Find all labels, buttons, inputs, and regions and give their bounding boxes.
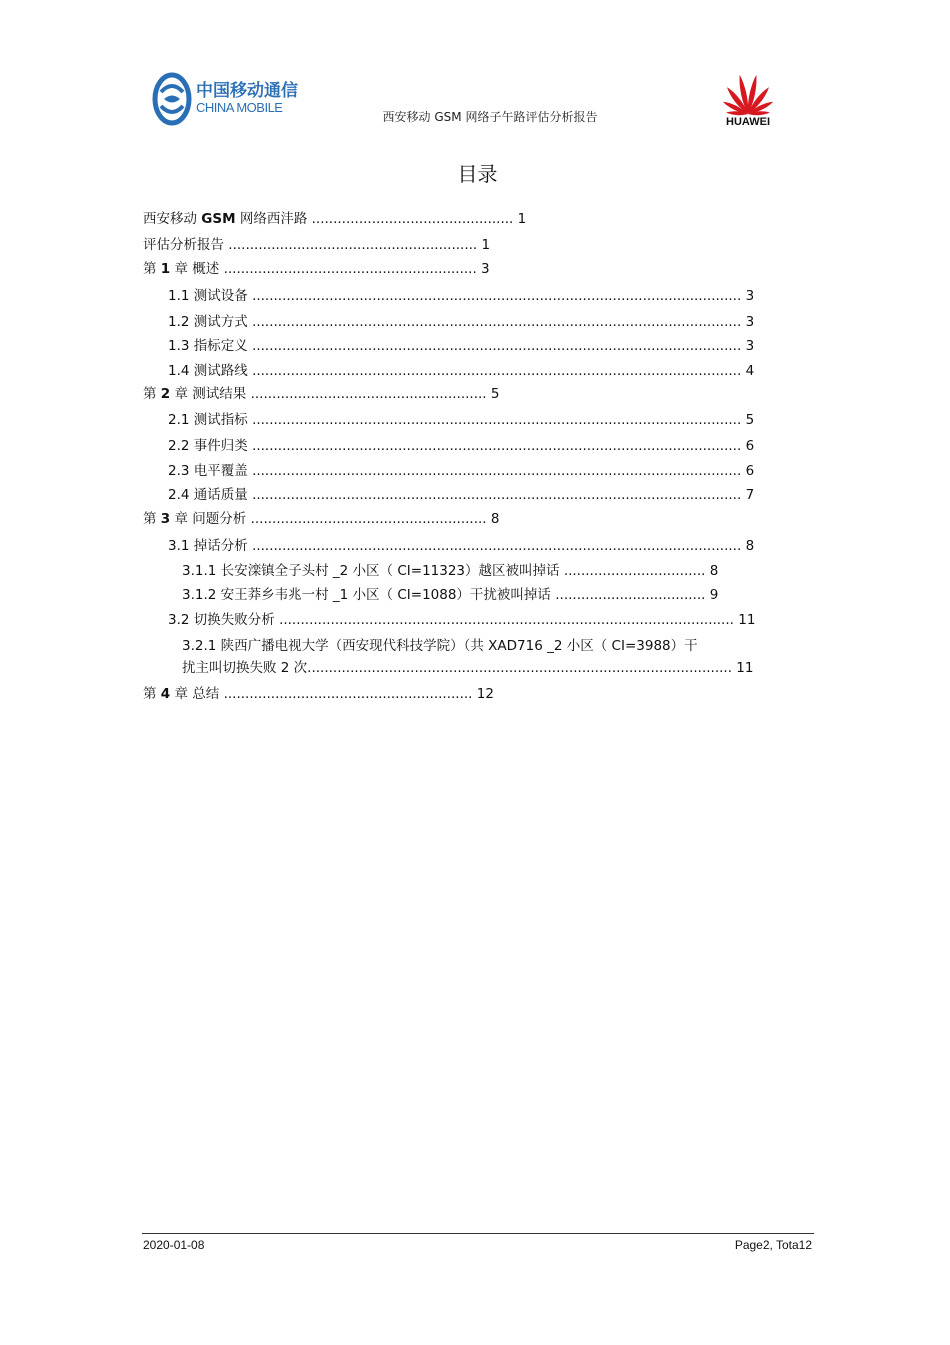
huawei-logo-text: HUAWEI: [726, 116, 770, 128]
toc-leader-dots: ..................................................................................................................: [252, 538, 742, 554]
toc-entry[interactable]: [168, 437, 754, 455]
toc-entry-pre: 3.2.1 陕西广播电视大学（西安现代科技学院）（共 XAD716 _2 小区（ CI=3988）干: [182, 638, 698, 654]
toc-entry-pre: 第: [143, 386, 161, 402]
toc-page-number: 8: [741, 538, 755, 554]
toc-page-number: 6: [741, 463, 755, 479]
toc-entry-post: 网络西沣路: [235, 211, 312, 227]
toc-entry-pre: 扰主叫切换失败 2 次: [182, 660, 308, 676]
toc-entry-pre: 3.1.2 安王莽乡韦兆一村 _1 小区（ CI=1088）干扰被叫掉话: [182, 587, 556, 603]
toc-entry[interactable]: [168, 537, 754, 555]
toc-leader-dots: .......................................................: [250, 386, 487, 402]
toc-leader-dots: ..................................................................................................................: [252, 463, 742, 479]
toc-page-number: 6: [741, 438, 755, 454]
toc-entry-pre: 2.2 事件归类: [168, 438, 253, 454]
toc-page-number: 3: [741, 338, 755, 354]
toc-entry-pre: 3.1.1 长安滦镇全子头村 _2 小区（ CI=11323）越区被叫掉话: [182, 563, 564, 579]
toc-entry[interactable]: [182, 562, 718, 580]
toc-entry[interactable]: [143, 685, 494, 703]
toc-entry-pre: 评估分析报告: [143, 237, 229, 253]
toc-entry[interactable]: [168, 611, 755, 629]
huawei-petals-icon: [716, 70, 780, 116]
toc-entry[interactable]: [143, 510, 500, 528]
toc-page-number: 11: [733, 612, 756, 628]
toc-entry-pre: 2.4 通话质量: [168, 487, 253, 503]
toc-leader-dots: ..................................................................................................................: [252, 412, 742, 428]
toc-page-number: 3: [741, 314, 755, 330]
toc-entry-pre: 1.4 测试路线: [168, 363, 253, 379]
toc-entry-bold: 3: [160, 511, 171, 527]
toc-page-number: 8: [705, 563, 719, 579]
toc-entry-post: 章 总结: [170, 686, 224, 702]
toc-entry-pre: 1.1 测试设备: [168, 288, 253, 304]
toc-entry-post: 章 概述: [170, 261, 224, 277]
toc-leader-dots: ..................................................................................................................: [252, 338, 742, 354]
toc-entry-pre: 第: [143, 261, 161, 277]
toc-page-number: 8: [486, 511, 500, 527]
toc-entry-pre: 2.3 电平覆盖: [168, 463, 253, 479]
toc-entry-pre: 1.2 测试方式: [168, 314, 253, 330]
china-mobile-logo: [152, 72, 298, 126]
toc-entry-bold: GSM: [201, 211, 236, 227]
toc-leader-dots: ..................................................................................................................: [252, 438, 742, 454]
toc-leader-dots: ...................................................................................................: [307, 660, 733, 676]
toc-entry[interactable]: [168, 462, 754, 480]
toc-entry[interactable]: [168, 362, 754, 380]
toc-entry[interactable]: [168, 287, 754, 305]
toc-page-number: 7: [741, 487, 755, 503]
toc-entry-pre: 1.3 指标定义: [168, 338, 253, 354]
toc-entry[interactable]: [168, 313, 754, 331]
huawei-logo: [716, 70, 780, 132]
toc-page-number: 5: [486, 386, 500, 402]
toc-entry-post: 章 问题分析: [170, 511, 251, 527]
toc-page-number: 12: [472, 686, 494, 702]
toc-leader-dots: ..................................................................................................................: [252, 288, 742, 304]
toc-entry[interactable]: [143, 385, 500, 403]
toc-page-number: 3: [476, 261, 490, 277]
toc-leader-dots: ...........................................................: [223, 261, 477, 277]
toc-entry[interactable]: [143, 236, 490, 254]
toc-entry-pre: 2.1 测试指标: [168, 412, 253, 428]
toc-entry[interactable]: [182, 637, 698, 655]
toc-leader-dots: .......................................................: [250, 511, 487, 527]
toc-entry-pre: 3.1 掉话分析: [168, 538, 253, 554]
toc-leader-dots: ..................................................................................................................: [252, 487, 742, 503]
toc-title: 目录: [457, 162, 498, 186]
header-title: 西安移动 GSM 网络子午路评估分析报告: [382, 110, 598, 124]
toc-entry-bold: 2: [160, 386, 171, 402]
toc-entry[interactable]: [168, 486, 754, 504]
toc-entry[interactable]: [143, 260, 490, 278]
toc-leader-dots: ..........................................................: [223, 686, 473, 702]
toc-entry[interactable]: [182, 659, 754, 677]
toc-page-number: 9: [705, 587, 719, 603]
toc-leader-dots: .................................: [563, 563, 706, 579]
toc-leader-dots: ...................................: [555, 587, 706, 603]
toc-page-number: 1: [477, 237, 491, 253]
toc-entry-post: 章 测试结果: [170, 386, 251, 402]
toc-entry[interactable]: [168, 337, 754, 355]
toc-entry[interactable]: [143, 210, 526, 228]
footer-divider: [142, 1233, 814, 1234]
footer-date: 2020-01-08: [143, 1238, 205, 1252]
toc-leader-dots: ...............................................: [311, 211, 514, 227]
toc-leader-dots: ..........................................................................................................: [279, 612, 734, 628]
toc-leader-dots: ..........................................................: [228, 237, 478, 253]
toc-page-number: 3: [741, 288, 755, 304]
toc-entry-pre: 第: [143, 511, 161, 527]
toc-page-number: 1: [513, 211, 527, 227]
toc-entry-bold: 1: [160, 261, 171, 277]
toc-page-number: 5: [741, 412, 755, 428]
toc-leader-dots: ..................................................................................................................: [252, 314, 742, 330]
toc-entry-bold: 4: [160, 686, 171, 702]
china-mobile-logo-en: CHINA MOBILE: [196, 100, 283, 115]
toc-entry-pre: 第: [143, 686, 161, 702]
footer-page-number: Page2, Tota12: [734, 1238, 812, 1252]
toc-entry-pre: 西安移动: [143, 211, 202, 227]
toc-entry-pre: 3.2 切换失败分析: [168, 612, 280, 628]
china-mobile-logo-cn: 中国移动通信: [196, 81, 298, 101]
toc-page-number: 4: [741, 363, 755, 379]
china-mobile-emblem-icon: [152, 72, 192, 126]
toc-leader-dots: ..................................................................................................................: [252, 363, 742, 379]
toc-page-number: 11: [732, 660, 754, 676]
toc-entry[interactable]: [182, 586, 718, 604]
toc-entry[interactable]: [168, 411, 754, 429]
